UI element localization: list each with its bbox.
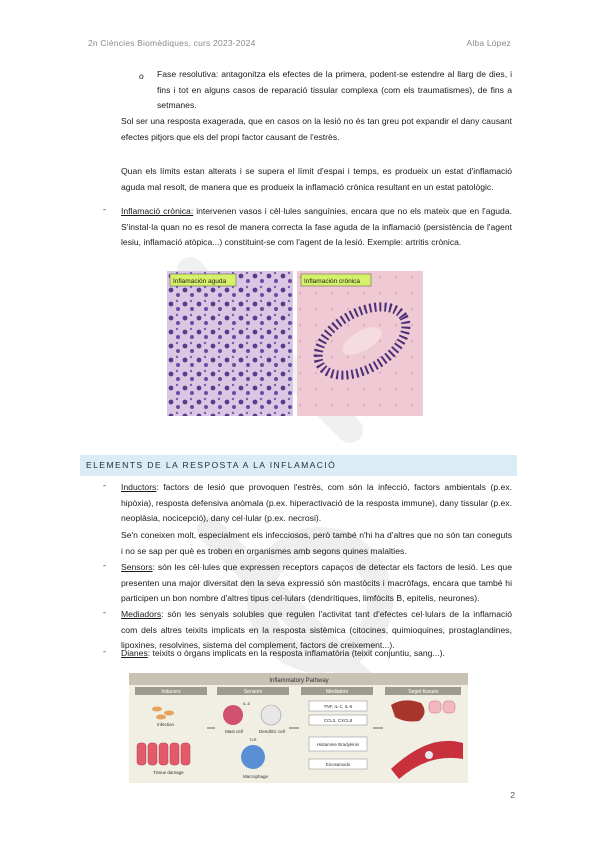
list-dash: - [103, 646, 106, 656]
il6-label: IL-6 [243, 701, 250, 706]
header-course: 2n Ciències Biomèdiques, curs 2023-2024 [88, 38, 256, 48]
limits-paragraph: Quan els límits estan alterats i se supera el límit d'espai i temps, es produeix un estat d'inflamació aguda mal resolt, de manera que es produeix la inflamació crònica resultant en un estat patològic. [121, 166, 512, 192]
mediator-cytokines: TNF, IL-1, IL-6 [323, 704, 353, 709]
cronica-label: Inflamació crònica: [121, 206, 194, 216]
tissue-damage-label: Tissue damage [153, 770, 184, 775]
infection-label: Infection [157, 722, 175, 727]
page-number: 2 [510, 790, 515, 800]
leukocyte-icon [425, 751, 433, 759]
mediator-eicosanoids: Eicosanoids [325, 762, 351, 767]
inductors-note-text: Se'n coneixen molt, especialment els infecciosos, però també n'hi ha d'altres que no són tan coneguts i no se sap per què es troben en organismes amb segons quines malalties. [121, 530, 512, 556]
list-dash: - [103, 607, 106, 617]
dianes-paragraph [121, 646, 512, 662]
fase-resolutiva-text: : antagonitza els efectes de la primera, podent-se estendre al llarg de dies, i fins i tot en alguns casos de reparació tissular complexa (com els traumatismes), de fins a setmanes. [157, 69, 512, 111]
inductors-label: Inductors [121, 482, 157, 492]
section-heading-bar [80, 455, 517, 476]
dendritic-cell-label: Dendritic cell [259, 729, 285, 734]
section-title: ELEMENTS DE LA RESPOSTA A LA INFLAMACIÓ [86, 460, 337, 470]
dianes-text: : teixits o òrgans implicats en la resposta inflamatòria (teixit conjuntiu, sang...). [147, 648, 445, 658]
macrophage-icon [241, 745, 265, 769]
col-sensors: Sensors [243, 689, 263, 695]
list-dash: - [103, 204, 106, 214]
acute-panel [167, 271, 293, 416]
tlr-label: TLR [249, 737, 257, 742]
mediator-histamine: Histamine Bradykinin [316, 742, 360, 747]
mediator-chemokines: CCL2, CXCL8 [323, 718, 353, 723]
mast-cell-icon [223, 705, 243, 725]
inflammatory-pathway-figure [129, 673, 468, 783]
sub-bullet: o [139, 71, 144, 81]
acute-label: Inflamación aguda [173, 278, 227, 285]
exagerada-paragraph: Sol ser una resposta exagerada, que en casos on la lesió no és tan greu pot expandir el dany causant efectes pitjors que els del propi factor causant de l'estrès. [121, 116, 512, 142]
col-inducers: Inducers [161, 689, 181, 695]
mast-cell-label: Mast cell [225, 729, 243, 734]
sensors-label: Sensors [121, 562, 153, 572]
epithelium-icon [137, 743, 190, 765]
list-dash: - [103, 480, 106, 490]
sensors-paragraph [121, 560, 512, 607]
histology-figure [167, 271, 423, 416]
col-mediators: Mediators [326, 689, 348, 695]
macrophage-label: Macrophage [243, 774, 269, 779]
cronica-paragraph [121, 204, 512, 251]
header-author: Alba López [466, 38, 511, 48]
inductors-note [121, 528, 512, 559]
chronic-label: Inflamación crónica [304, 278, 360, 285]
mediadors-text: : són les senyals solubles que regulen l'activitat tant d'efectes cel·lulars de la inflamació com dels altres teixits implicats en la resposta sistèmica (citocines, quimioquines, prostaglandines, lipoxines, resolvines, sistema del complement, factors de creixement...). [121, 609, 512, 651]
dianes-label: Dianes [121, 648, 148, 658]
col-target-tissues: Target tissues [407, 689, 439, 695]
sensors-text: : són les cèl·lules que expressen receptors capaços de detectar els factors de lesió. Les que presenten una major diversitat den la seva expressió són mastòcits i macròfags, encara que també hi participen un bon nombre d'altres tipus cel·lulars (dendrítiques, limfòcits B, epitelis, neurones). [121, 562, 512, 604]
inductors-paragraph [121, 480, 512, 527]
fase-resolutiva-paragraph [157, 67, 512, 114]
list-dash: - [103, 560, 106, 570]
dendritic-cell-icon [261, 705, 281, 725]
cronica-text: intervenen vasos i cèl·lules sanguínies, encara que no els mateix que en l'aguda. S'instal·la quan no es resol de manera correcta la fase aguda de la inflamació (persistència de l'agent lesiu, inflamació atòpica...) constituint-se com l'agent de la lesió. Exemple: artritis crònica. [121, 206, 512, 248]
inductors-text: : factors de lesió que provoquen l'estrès, com són la infecció, factors ambientals (p.ex. hipòxia), resposta defensiva anòmala (p.ex. hiperactivació de la resposta immune), dany tissular (p.ex. neoplàsia, nocicepció), dany cel·lular (p.ex. necrosi). [121, 482, 512, 524]
pathway-title: Inflammatory Pathway [269, 678, 329, 684]
fase-resolutiva-label: Fase resolutiva [157, 69, 216, 79]
mediadors-label: Mediadors [121, 609, 162, 619]
